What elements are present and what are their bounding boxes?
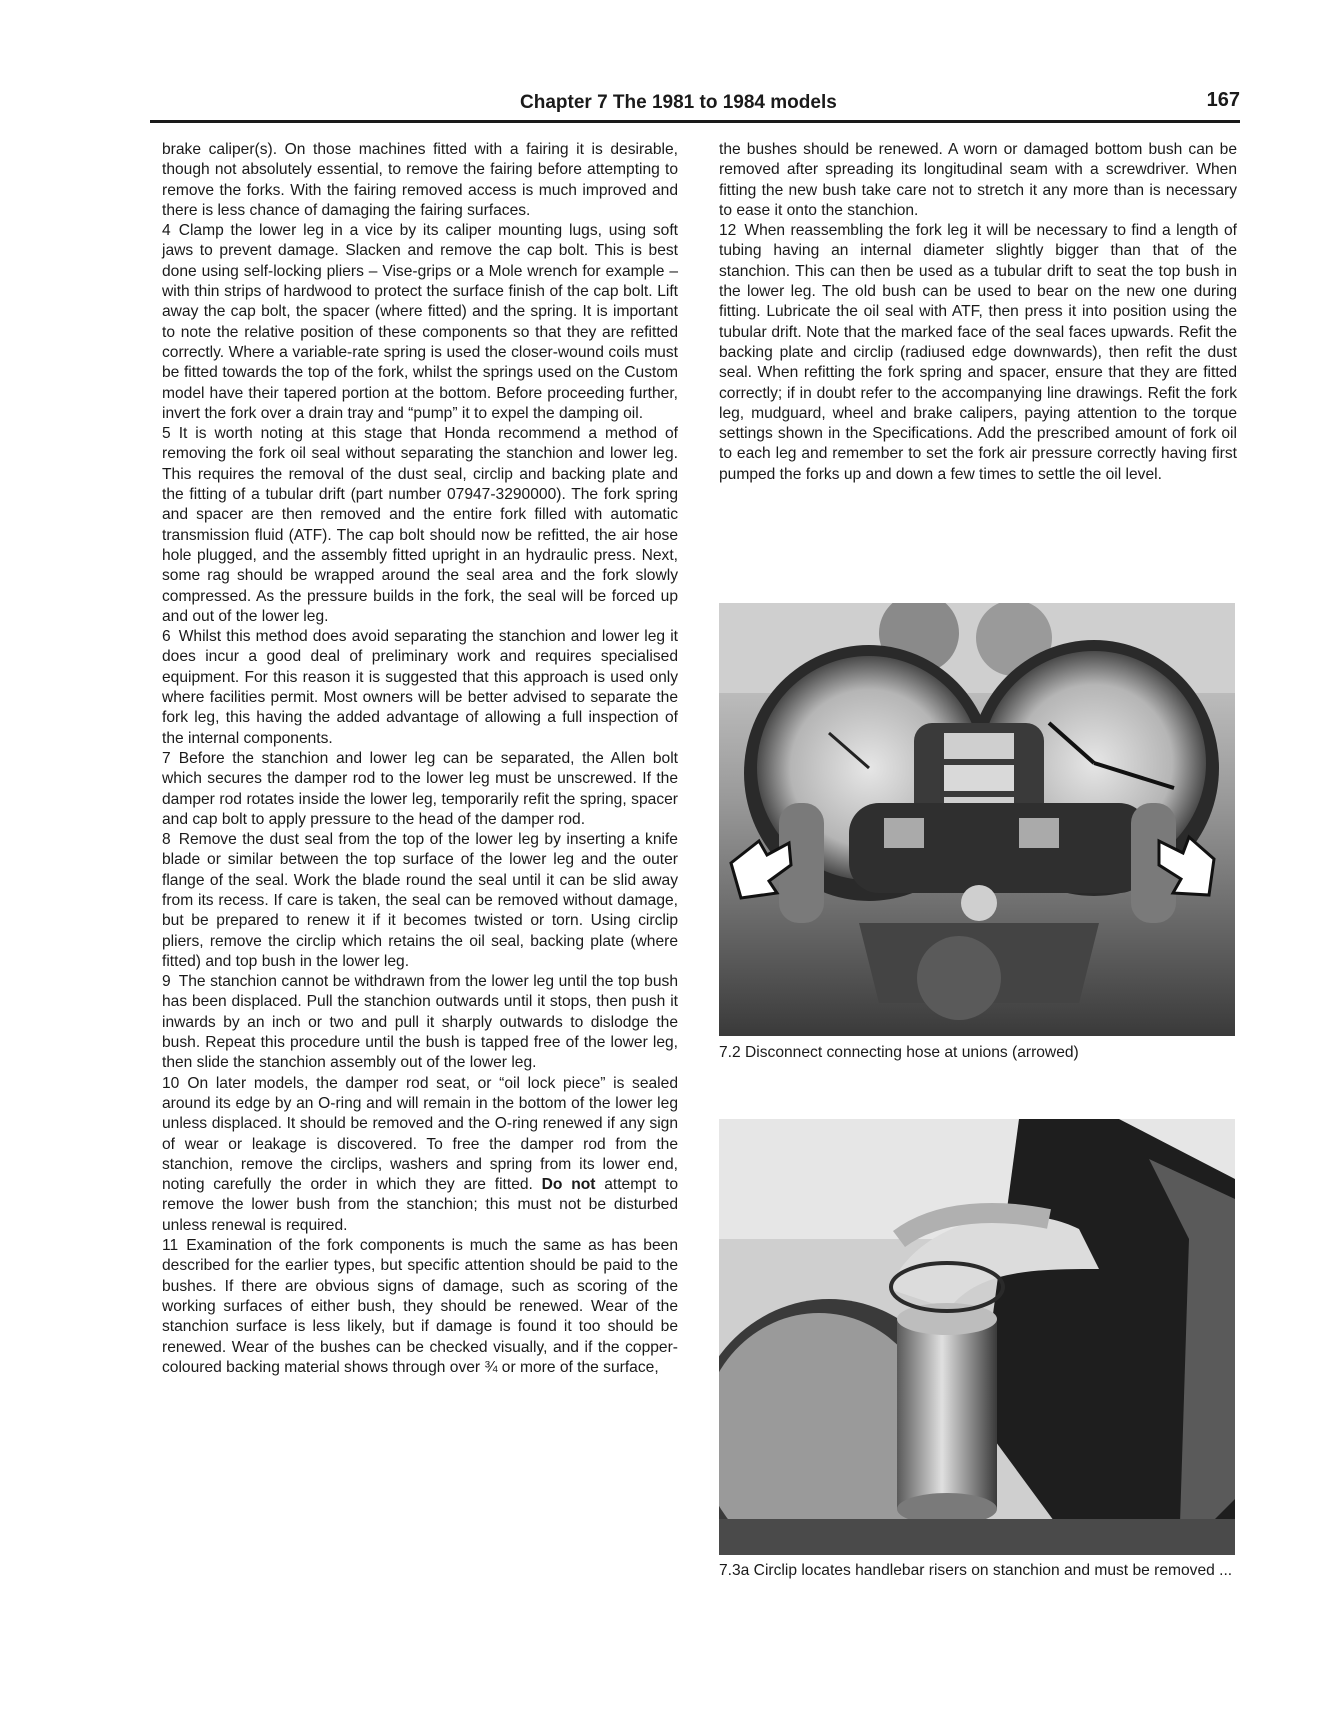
header-rule	[150, 120, 1240, 123]
paragraph-9	[162, 972, 678, 1073]
paragraph-text: The stanchion cannot be withdrawn from the lower leg until the top bush has been displaced. Pull the stanchion outwards until it stops, then push it inwards by an inch or two and pull it sharply outwards to dislodge the bush. Repeat this procedure until the bush is tapped free of the lower leg, then slide the stanchion assembly out of the lower leg.	[162, 973, 678, 1072]
figure-caption: 7.3a Circlip locates handlebar risers on stanchion and must be removed ...	[719, 1562, 1233, 1579]
paragraph-text: Clamp the lower leg in a vice by its caliper mounting lugs, using soft jaws to prevent damage. Slacken and remove the cap bolt. This is best done using self-locking pliers – Vise-grips or a Mole wrench for example – with thin strips of hardwood to protect the surface finish of the cap bolt. Lift away the cap bolt, the spacer (where fitted) and the spring. It is important to note the relative position of these components so that they are refitted correctly. Where a variable-rate spring is used the closer-wound coils must be fitted towards the top of the fork, whilst the springs used on the Custom model have their tapered portion at the bottom. Before proceeding further, invert the fork over a drain tray and “pump” it to expel the damping oil.	[162, 222, 678, 422]
photo-circlip	[719, 1119, 1235, 1555]
paragraph-text: Whilst this method does avoid separating the stanchion and lower leg it does incur a good deal of preliminary work and requires specialised equipment. For this reason it is suggested that this approach is used only where facilities permit. Most owners will be better advised to separate the fork leg, this having the added advantage of allowing a full inspection of the internal components.	[162, 628, 678, 747]
step-number: 10	[162, 1074, 180, 1092]
step-number: 8	[162, 831, 171, 849]
paragraph-12	[719, 221, 1237, 485]
figure-caption: 7.2 Disconnect connecting hose at unions (arrowed)	[719, 1044, 1079, 1061]
paragraph-8	[162, 830, 678, 972]
right-column	[719, 140, 1237, 485]
circlip-illustration	[719, 1119, 1235, 1555]
paragraph	[162, 140, 678, 221]
paragraph-text: On later models, the damper rod seat, or “oil lock piece” is sealed around its edge by an O-ring and will remain in the bottom of the lower leg unless displaced. It should be removed and the O-ring renewed if any sign of wear or leakage is discovered. To free the damper rod from the stanchion, remove the circlips, washers and spring from its lower end, noting carefully the order in which they are fitted.	[162, 1074, 678, 1194]
instrument-panel-illustration	[719, 603, 1235, 1036]
page-number: 167	[1206, 89, 1240, 111]
left-column	[162, 140, 678, 1378]
photo-instrument-panel	[719, 603, 1235, 1036]
step-number: 5	[162, 425, 171, 443]
step-number: 6	[162, 628, 171, 646]
paragraph-7	[162, 749, 678, 830]
paragraph-4	[162, 221, 678, 424]
step-number: 7	[162, 749, 171, 767]
paragraph-text: Examination of the fork components is much the same as has been described for the earlier types, but specific attention should be paid to the bushes. If there are obvious signs of damage, such as scoring of the working surfaces of either bush, they should be renewed. Wear of the stanchion surface is less likely, but if damage is found it too should be renewed. Wear of the bushes can be checked visually, and if the copper-coloured backing material shows through over ¾ or more of the surface,	[162, 1237, 678, 1376]
step-number: 11	[162, 1237, 179, 1255]
emphasis-text: Do not	[541, 1176, 596, 1194]
page-header	[150, 88, 1240, 122]
step-number: 9	[162, 973, 171, 991]
paragraph-10	[162, 1074, 678, 1236]
step-number: 12	[719, 222, 737, 240]
paragraph-11	[162, 1236, 678, 1378]
paragraph-text: brake caliper(s). On those machines fitted with a fairing it is desirable, though not absolutely essential, to remove the fairing before attempting to remove the forks. With the fairing removed access is much improved and there is less chance of damaging the fairing surfaces.	[162, 141, 678, 219]
step-number: 4	[162, 222, 171, 240]
chapter-title: Chapter 7 The 1981 to 1984 models	[520, 92, 837, 113]
paragraph-6	[162, 627, 678, 749]
paragraph	[719, 140, 1237, 221]
paragraph-text: the bushes should be renewed. A worn or damaged bottom bush can be removed after spreading its longitudinal seam with a screwdriver. When fitting the new bush take care not to stretch it any more than is necessary to ease it onto the stanchion.	[719, 141, 1237, 219]
paragraph-text: Before the stanchion and lower leg can be separated, the Allen bolt which secures the damper rod to the lower leg must be unscrewed. If the damper rod rotates inside the lower leg, temporarily refit the spring, spacer and cap bolt to apply pressure to the head of the damper rod.	[162, 749, 678, 828]
paragraph-text: Remove the dust seal from the top of the lower leg by inserting a knife blade or similar between the top surface of the lower leg and the outer flange of the seal. Work the blade round the seal until it can be slid away from its recess. If care is taken, the seal can be removed without damage, but be prepared to renew it if it becomes twisted or torn. Using circlip pliers, remove the circlip which retains the oil seal, backing plate (where fitted) and top bush in the lower leg.	[162, 831, 678, 970]
paragraph-5	[162, 424, 678, 627]
paragraph-text: When reassembling the fork leg it will be necessary to find a length of tubing having an internal diameter slightly bigger than that of the stanchion. This can then be used as a tubular drift to seat the top bush in the lower leg. The old bush can be used to bear on the new one during fitting. Lubricate the oil seal with ATF, then press it into position using the tubular drift. Note that the marked face of the seal faces upwards. Refit the backing plate and circlip (radiused edge downwards), then refit the dust seal. When refitting the fork spring and spacer, ensure that they are fitted correctly; if in doubt refer to the accompanying line drawings. Refit the fork leg, mudguard, wheel and brake calipers, paying attention to the torque settings shown in the Specifications. Add the prescribed amount of fork oil to each leg and remember to set the fork air pressure correctly having first pumped the forks up and down a few times to settle the oil level.	[719, 222, 1237, 483]
paragraph-text: attempt to remove the lower bush from the stanchion; this must not be disturbed unless renewal is required.	[162, 1176, 678, 1234]
paragraph-text: It is worth noting at this stage that Honda recommend a method of removing the fork oil seal without separating the stanchion and lower leg. This requires the removal of the dust seal, circlip and backing plate and the fitting of a tubular drift (part number 07947-3290000). The fork spring and spacer are then removed and the entire fork filled with automatic transmission fluid (ATF). The cap bolt should now be refitted, the air hose hole plugged, and the assembly fitted upright in an hydraulic press. Next, some rag should be wrapped around the seal area and the fork slowly compressed. As the pressure builds in the fork, the seal will be forced up and out of the lower leg.	[162, 425, 678, 625]
